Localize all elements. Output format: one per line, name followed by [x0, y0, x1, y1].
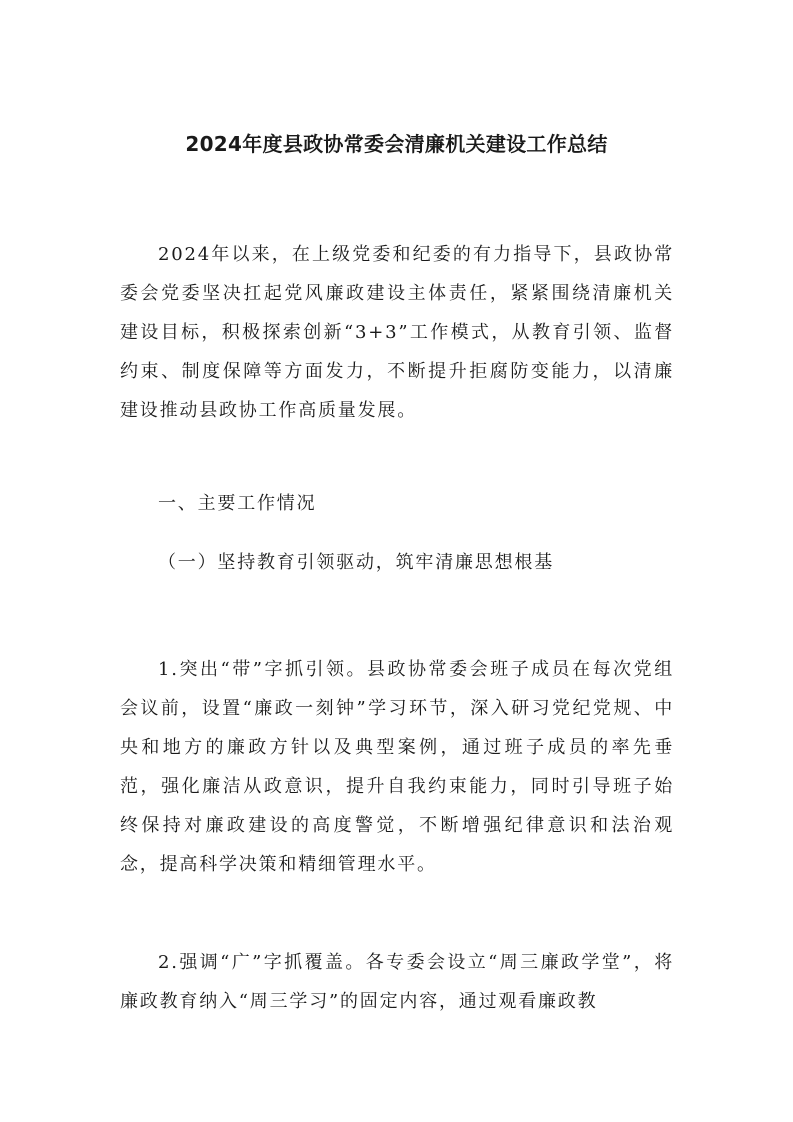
section-heading: 一、主要工作情况 — [158, 493, 317, 514]
item-paragraph-1: 1.突出“带”字抓引领。县政协常委会班子成员在每次党组会议前，设置“廉政一刻钟”学习环节，深入研习党纪党规、中央和地方的廉政方针以及典型案例，通过班子成员的率先垂范，强化廉洁从政意识，提升自我约束能力，同时引导班子始终保持对廉政建设的高度警觉，不断增强纪律意识和法治观念，提高科学决策和精细管理水平。 — [120, 659, 674, 875]
document-title: 2024年度县政协常委会清廉机关建设工作总结 — [185, 132, 608, 156]
intro-paragraph: 2024年以来，在上级党委和纪委的有力指导下，县政协常委会党委坚决扛起党风廉政建设主体责任，紧紧围绕清廉机关建设目标，积极探索创新“3+3”工作模式，从教育引领、监督约束、制度保障等方面发力，不断提升拒腐防变能力，以清廉建设推动县政协工作高质量发展。 — [120, 244, 674, 421]
item-paragraph-2: 2.强调“广”字抓覆盖。各专委会设立“周三廉政学堂”，将廉政教育纳入“周三学习”的固定内容，通过观看廉政教 — [120, 952, 674, 1012]
subsection-heading: （一）坚持教育引领驱动，筑牢清廉思想根基 — [158, 552, 554, 573]
